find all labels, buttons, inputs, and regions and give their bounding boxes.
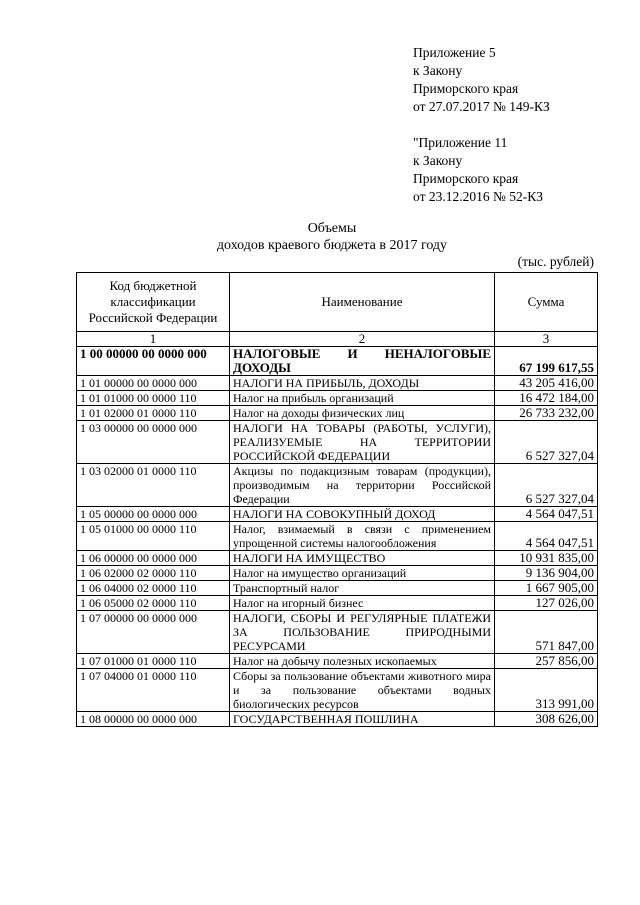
table-row xyxy=(77,611,598,654)
column-number-row xyxy=(77,332,598,347)
table-header-row xyxy=(77,273,598,332)
row-name: НАЛОГОВЫЕ И НЕНАЛОГОВЫЕ ДОХОДЫ xyxy=(230,347,495,376)
row-sum: 257 856,00 xyxy=(495,654,598,669)
row-name: Налог на прибыль организаций xyxy=(230,391,495,406)
row-sum: 308 626,00 xyxy=(495,712,598,727)
header-name: Наименование xyxy=(230,273,495,332)
row-code: 1 08 00000 00 0000 000 xyxy=(77,712,230,727)
annex-region: Приморского края xyxy=(413,81,519,96)
row-code: 1 07 04000 01 0000 110 xyxy=(77,669,230,712)
row-sum: 43 205 416,00 xyxy=(495,376,598,391)
document-subtitle: доходов краевого бюджета в 2017 году xyxy=(216,238,448,253)
row-name: Транспортный налог xyxy=(230,581,495,596)
row-name: Налог на добычу полезных ископаемых xyxy=(230,654,495,669)
table-row xyxy=(77,654,598,669)
row-name: ГОСУДАРСТВЕННАЯ ПОШЛИНА xyxy=(230,712,495,727)
table-row xyxy=(77,551,598,566)
table-row xyxy=(77,391,598,406)
annex-law-ref: к Закону xyxy=(413,63,463,78)
row-sum: 67 199 617,55 xyxy=(495,347,598,376)
row-code: 1 03 02000 01 0000 110 xyxy=(77,464,230,507)
row-sum: 1 667 905,00 xyxy=(495,581,598,596)
document-title: Объемы xyxy=(307,221,357,236)
annex-reference-original xyxy=(413,134,543,206)
annex-date-number: от 27.07.2017 № 149-КЗ xyxy=(413,99,550,114)
annex-reference-current xyxy=(413,44,550,116)
row-sum: 26 733 232,00 xyxy=(495,406,598,421)
row-code: 1 00 00000 00 0000 000 xyxy=(77,347,230,376)
annex-title: "Приложение 11 xyxy=(413,135,508,150)
row-code: 1 07 01000 01 0000 110 xyxy=(77,654,230,669)
units-label: (тыс. рублей) xyxy=(517,254,594,269)
table-row xyxy=(77,581,598,596)
row-code: 1 06 05000 02 0000 110 xyxy=(77,596,230,611)
row-name: НАЛОГИ НА ИМУЩЕСТВО xyxy=(230,551,495,566)
row-code: 1 01 01000 00 0000 110 xyxy=(77,391,230,406)
row-name: Акцизы по подакцизным товарам (продукции), производимым на территории Российской Федерации xyxy=(230,464,495,507)
row-name: НАЛОГИ, СБОРЫ И РЕГУЛЯРНЫЕ ПЛАТЕЖИ ЗА ПОЛЬЗОВАНИЕ ПРИРОДНЫМИ РЕСУРСАМИ xyxy=(230,611,495,654)
row-code: 1 06 04000 02 0000 110 xyxy=(77,581,230,596)
table-row xyxy=(77,669,598,712)
row-name: НАЛОГИ НА ПРИБЫЛЬ, ДОХОДЫ xyxy=(230,376,495,391)
row-code: 1 01 02000 01 0000 110 xyxy=(77,406,230,421)
column-number-3: 3 xyxy=(495,332,598,347)
row-sum: 127 026,00 xyxy=(495,596,598,611)
row-code: 1 05 00000 00 0000 000 xyxy=(77,507,230,522)
annex-law-ref: к Закону xyxy=(413,153,463,168)
column-number-2: 2 xyxy=(230,332,495,347)
row-name: НАЛОГИ НА ТОВАРЫ (РАБОТЫ, УСЛУГИ), РЕАЛИЗУЕМЫЕ НА ТЕРРИТОРИИ РОССИЙСКОЙ ФЕДЕРАЦИИ xyxy=(230,421,495,464)
row-sum: 4 564 047,51 xyxy=(495,522,598,551)
table-row xyxy=(77,376,598,391)
row-sum: 10 931 835,00 xyxy=(495,551,598,566)
row-name: НАЛОГИ НА СОВОКУПНЫЙ ДОХОД xyxy=(230,507,495,522)
table-row xyxy=(77,406,598,421)
row-sum: 313 991,00 xyxy=(495,669,598,712)
row-sum: 9 136 904,00 xyxy=(495,566,598,581)
header-sum: Сумма xyxy=(495,273,598,332)
row-name: Налог на игорный бизнес xyxy=(230,596,495,611)
table-row xyxy=(77,522,598,551)
header-code: Код бюджетной классификации Российской Федерации xyxy=(77,273,230,332)
row-sum: 4 564 047,51 xyxy=(495,507,598,522)
row-code: 1 06 02000 02 0000 110 xyxy=(77,566,230,581)
table-row xyxy=(77,464,598,507)
row-code: 1 06 00000 00 0000 000 xyxy=(77,551,230,566)
revenue-table xyxy=(76,272,598,727)
row-name: Сборы за пользование объектами животного мира и за пользование объектами водных биологических ресурсов xyxy=(230,669,495,712)
row-code: 1 07 00000 00 0000 000 xyxy=(77,611,230,654)
table-row xyxy=(77,507,598,522)
annex-region: Приморского края xyxy=(413,171,519,186)
row-name: Налог на имущество организаций xyxy=(230,566,495,581)
row-sum: 6 527 327,04 xyxy=(495,464,598,507)
row-code: 1 03 00000 00 0000 000 xyxy=(77,421,230,464)
row-sum: 16 472 184,00 xyxy=(495,391,598,406)
row-name: Налог, взимаемый в связи с применением упрощенной системы налогообложения xyxy=(230,522,495,551)
row-sum: 571 847,00 xyxy=(495,611,598,654)
table-row xyxy=(77,596,598,611)
column-number-1: 1 xyxy=(77,332,230,347)
row-name: Налог на доходы физических лиц xyxy=(230,406,495,421)
row-code: 1 05 01000 00 0000 110 xyxy=(77,522,230,551)
table-row xyxy=(77,566,598,581)
row-code: 1 01 00000 00 0000 000 xyxy=(77,376,230,391)
row-sum: 6 527 327,04 xyxy=(495,421,598,464)
annex-date-number: от 23.12.2016 № 52-КЗ xyxy=(413,189,543,204)
annex-title: Приложение 5 xyxy=(413,45,496,60)
table-row xyxy=(77,421,598,464)
table-row xyxy=(77,347,598,376)
table-row xyxy=(77,712,598,727)
